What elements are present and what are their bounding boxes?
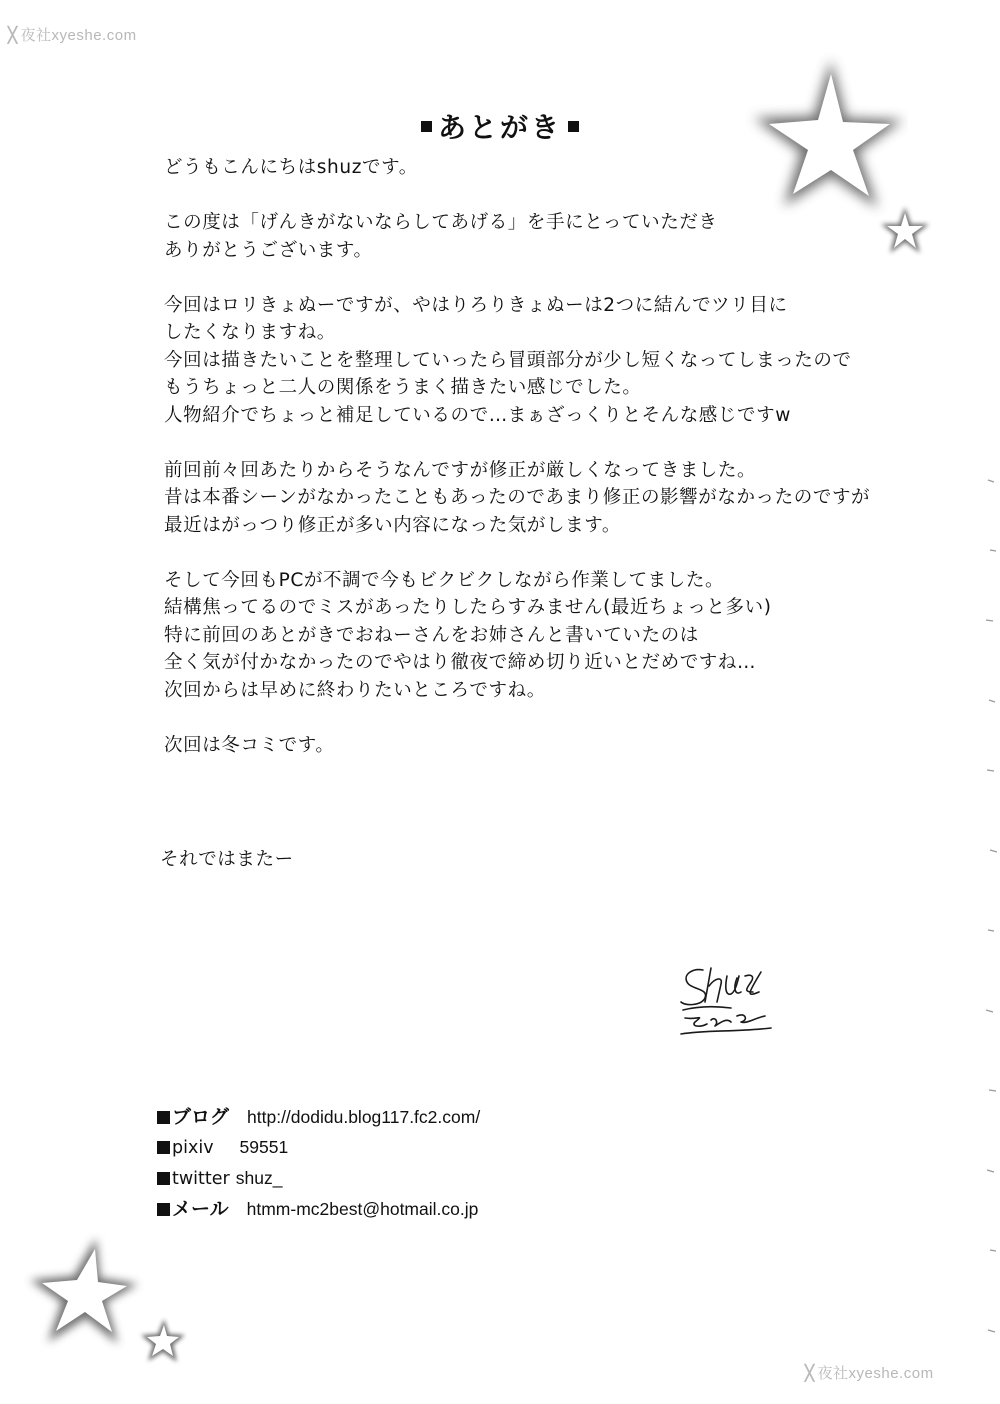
mail-label: メール [172, 1198, 229, 1220]
bullet-square-icon [157, 1203, 170, 1216]
twitter-handle: shuz_ [235, 1168, 283, 1188]
bullet-square-icon [157, 1141, 170, 1154]
pixiv-label: pixiv [172, 1138, 214, 1158]
text-line: したくなりますね。 [164, 322, 336, 343]
text-line: そして今回もPCが不調で今もビクビクしながら作業してました。 [164, 569, 725, 591]
text-line: 前回前々回あたりからそうなんですが修正が厳しくなってきました。 [164, 459, 757, 481]
text-line: 今回は描きたいことを整理していったら冒頭部分が少し短くなってしまったので [164, 349, 852, 371]
handwritten-signature [675, 962, 785, 1044]
blog-row [157, 1104, 480, 1130]
contact-info [157, 1104, 480, 1226]
title-square-left-icon [421, 121, 432, 132]
blog-label: ブログ [172, 1106, 230, 1128]
text-line: 特に前回のあとがきでおねーさんをお姉さんと書いていたのは [164, 624, 699, 646]
closing-line: それではまたー [160, 849, 294, 870]
mail-row [157, 1196, 480, 1222]
text-line: どうもこんにちはshuzです。 [164, 157, 418, 178]
paragraph-content-notes [164, 292, 984, 430]
page-title-text: あとがき [437, 111, 562, 144]
text-line: 最近はがっつり修正が多い内容になった気がします。 [164, 514, 621, 536]
bullet-square-icon [157, 1172, 170, 1185]
bottom-large-star-icon [24, 1232, 144, 1352]
blog-url: http://dodidu.blog117.fc2.com/ [247, 1107, 481, 1127]
bullet-square-icon [157, 1111, 170, 1124]
paragraph-greeting [164, 154, 984, 182]
paragraph-apology [164, 567, 984, 705]
text-line: 人物紹介でちょっと補足しているので…まぁざっくりとそんな感じですw [164, 404, 791, 426]
text-line: 全く気が付かなかったのでやはり徹夜で締め切り近いとだめですね… [164, 652, 757, 673]
paragraph-next-event [164, 732, 984, 760]
text-line: 結構焦ってるのでミスがあったりしたらすみません(最近ちょっと多い) [164, 597, 772, 618]
pixiv-id: 59551 [239, 1137, 289, 1157]
page-title [0, 106, 1000, 146]
twitter-row [157, 1165, 480, 1192]
watermark-text: 夜社xyeshe.com [817, 1365, 934, 1382]
mail-address: htmm-mc2best@hotmail.co.jp [246, 1199, 479, 1219]
pixiv-row [157, 1134, 480, 1161]
text-line: 昔は本番シーンがなかったこともあったのであまり修正の影響がなかったのですが [164, 487, 871, 508]
watermark-top [8, 24, 137, 45]
title-square-right-icon [568, 121, 579, 132]
watermark-x-icon: ╳ [805, 1365, 815, 1382]
text-line: もうちょっと二人の関係をうまく描きたい感じでした。 [164, 377, 642, 398]
watermark-text: 夜社xyeshe.com [20, 27, 137, 44]
afterword-body [164, 154, 984, 759]
text-line: 次回からは早めに終わりたいところですね。 [164, 679, 546, 701]
text-line: この度は「げんきがないならしてあげる」を手にとっていただき [164, 212, 718, 233]
watermark-bottom [805, 1362, 934, 1383]
text-line: ありがとうございます。 [164, 239, 373, 261]
bottom-small-star-icon [138, 1316, 188, 1366]
paragraph-censorship [164, 457, 984, 540]
text-line: 次回は冬コミです。 [164, 734, 335, 756]
paragraph-thanks [164, 209, 984, 264]
text-line: 今回はロリきょぬーですが、やはりろりきょぬーは2つに結んでツリ目に [164, 294, 788, 316]
twitter-label: twitter [172, 1169, 230, 1189]
watermark-x-icon: ╳ [8, 27, 18, 44]
